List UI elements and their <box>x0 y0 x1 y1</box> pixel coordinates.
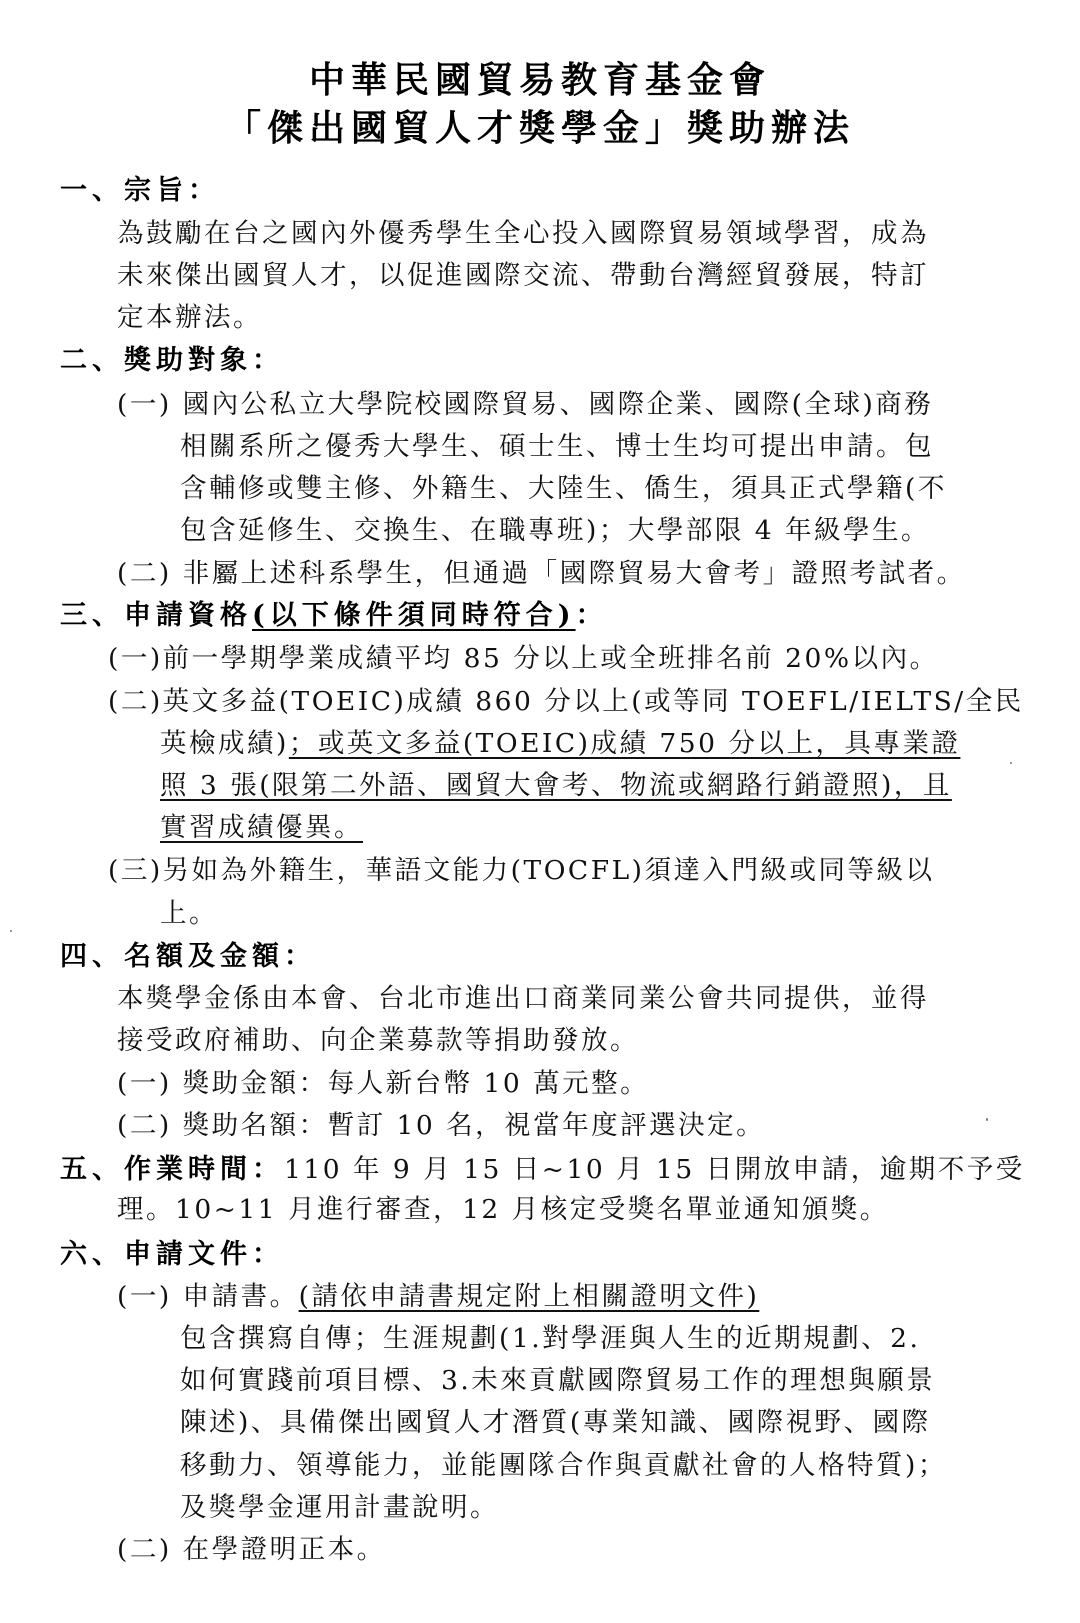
section-2-item-1-line-3: 含輔修或雙主修、外籍生、大陸生、僑生，須具正式學籍(不 <box>180 473 947 504</box>
section-2-item-2: (二) 非屬上述科系學生，但通過「國際貿易大會考」證照考試者。 <box>117 558 966 589</box>
section-1-text-3: 定本辦法。 <box>117 302 262 333</box>
section-4-item-1: (一) 獎助金額：每人新台幣 10 萬元整。 <box>117 1068 650 1099</box>
section-2-item-1-line-4: 包含延修生、交換生、在職專班)；大學部限 4 年級學生。 <box>180 515 931 546</box>
section-6-item-2: (二) 在學證明正本。 <box>117 1534 386 1565</box>
section-3-heading: 三、申請資格(以下條件須同時符合)： <box>60 600 608 631</box>
section-3-item-1: (一)前一學期學業成績平均 85 分以上或全班排名前 20%以內。 <box>108 643 939 674</box>
scan-speck <box>10 930 12 932</box>
section-6-item-1-line-1: (一) 申請書。(請依申請書規定附上相關證明文件) <box>117 1281 760 1312</box>
section-1-text-1: 為鼓勵在台之國內外優秀學生全心投入國際貿易領域學習，成為 <box>117 218 929 249</box>
section-6-item-1-line-5: 移動力、領導能力，並能團隊合作與貢獻社會的人格特質)； <box>180 1450 947 1481</box>
scan-speck <box>1010 762 1012 764</box>
section-3-item-3-line-2: 上。 <box>160 898 218 929</box>
section-6-item-1-line-3: 如何實踐前項目標、3.未來貢獻國際貿易工作的理想與願景 <box>180 1365 936 1396</box>
section-6-item-1-line-4: 陳述)、具備傑出國貿人才潛質(專業知識、國際視野、國際 <box>180 1407 931 1438</box>
section-4-text-2: 接受政府補助、向企業募款等捐助發放。 <box>117 1025 639 1056</box>
scan-speck <box>986 1118 988 1121</box>
section-3-item-2-line-1: (二)英文多益(TOEIC)成績 860 分以上(或等同 TOEFL/IELTS/全民 <box>108 686 1024 717</box>
section-3-item-2-line-3: 照 3 張(限第二外語、國貿大會考、物流或網路行銷證照)，且 <box>160 770 952 801</box>
section-4-text-1: 本獎學金係由本會、台北市進出口商業同業公會共同提供，並得 <box>117 983 929 1014</box>
section-2-item-1-line-1: (一) 國內公私立大學院校國際貿易、國際企業、國際(全球)商務 <box>117 389 934 420</box>
section-2-item-1-line-2: 相關系所之優秀大學生、碩士生、博士生均可提出申請。包 <box>180 431 934 462</box>
section-5-line-2: 理。10~11 月進行審查，12 月核定受獎名單並通知頒獎。 <box>117 1194 889 1225</box>
section-1-text-2: 未來傑出國貿人才，以促進國際交流、帶動台灣經貿發展，特訂 <box>117 260 929 291</box>
title-line-1: 中華民國貿易教育基金會 <box>308 59 771 101</box>
section-2-heading: 二、獎助對象： <box>60 345 284 376</box>
section-3-item-2-line-2: 英檢成績)；或英文多益(TOEIC)成績 750 分以上，具專業證 <box>160 728 961 759</box>
section-5-line-1: 五、作業時間：110 年 9 月 15 日~10 月 15 日開放申請，逾期不予受 <box>60 1154 1025 1185</box>
section-6-item-1-line-2: 包含撰寫自傳；生涯規劃(1.對學涯與人生的近期規劃、2. <box>180 1323 921 1354</box>
section-6-item-1-line-6: 及獎學金運用計畫說明。 <box>180 1492 499 1523</box>
section-3-item-3-line-1: (三)另如為外籍生，華語文能力(TOCFL)須達入門級或同等級以 <box>108 855 935 886</box>
section-1-heading: 一、宗旨： <box>60 175 220 206</box>
section-3-item-2-line-4: 實習成績優異。 <box>160 812 363 843</box>
section-6-heading: 六、申請文件： <box>60 1239 284 1270</box>
section-4-item-2: (二) 獎助名額：暫訂 10 名，視當年度評選決定。 <box>117 1110 766 1141</box>
title-line-2: 「傑出國貿人才獎學金」獎助辦法 <box>224 107 855 149</box>
section-4-heading: 四、名額及金額： <box>60 941 316 972</box>
